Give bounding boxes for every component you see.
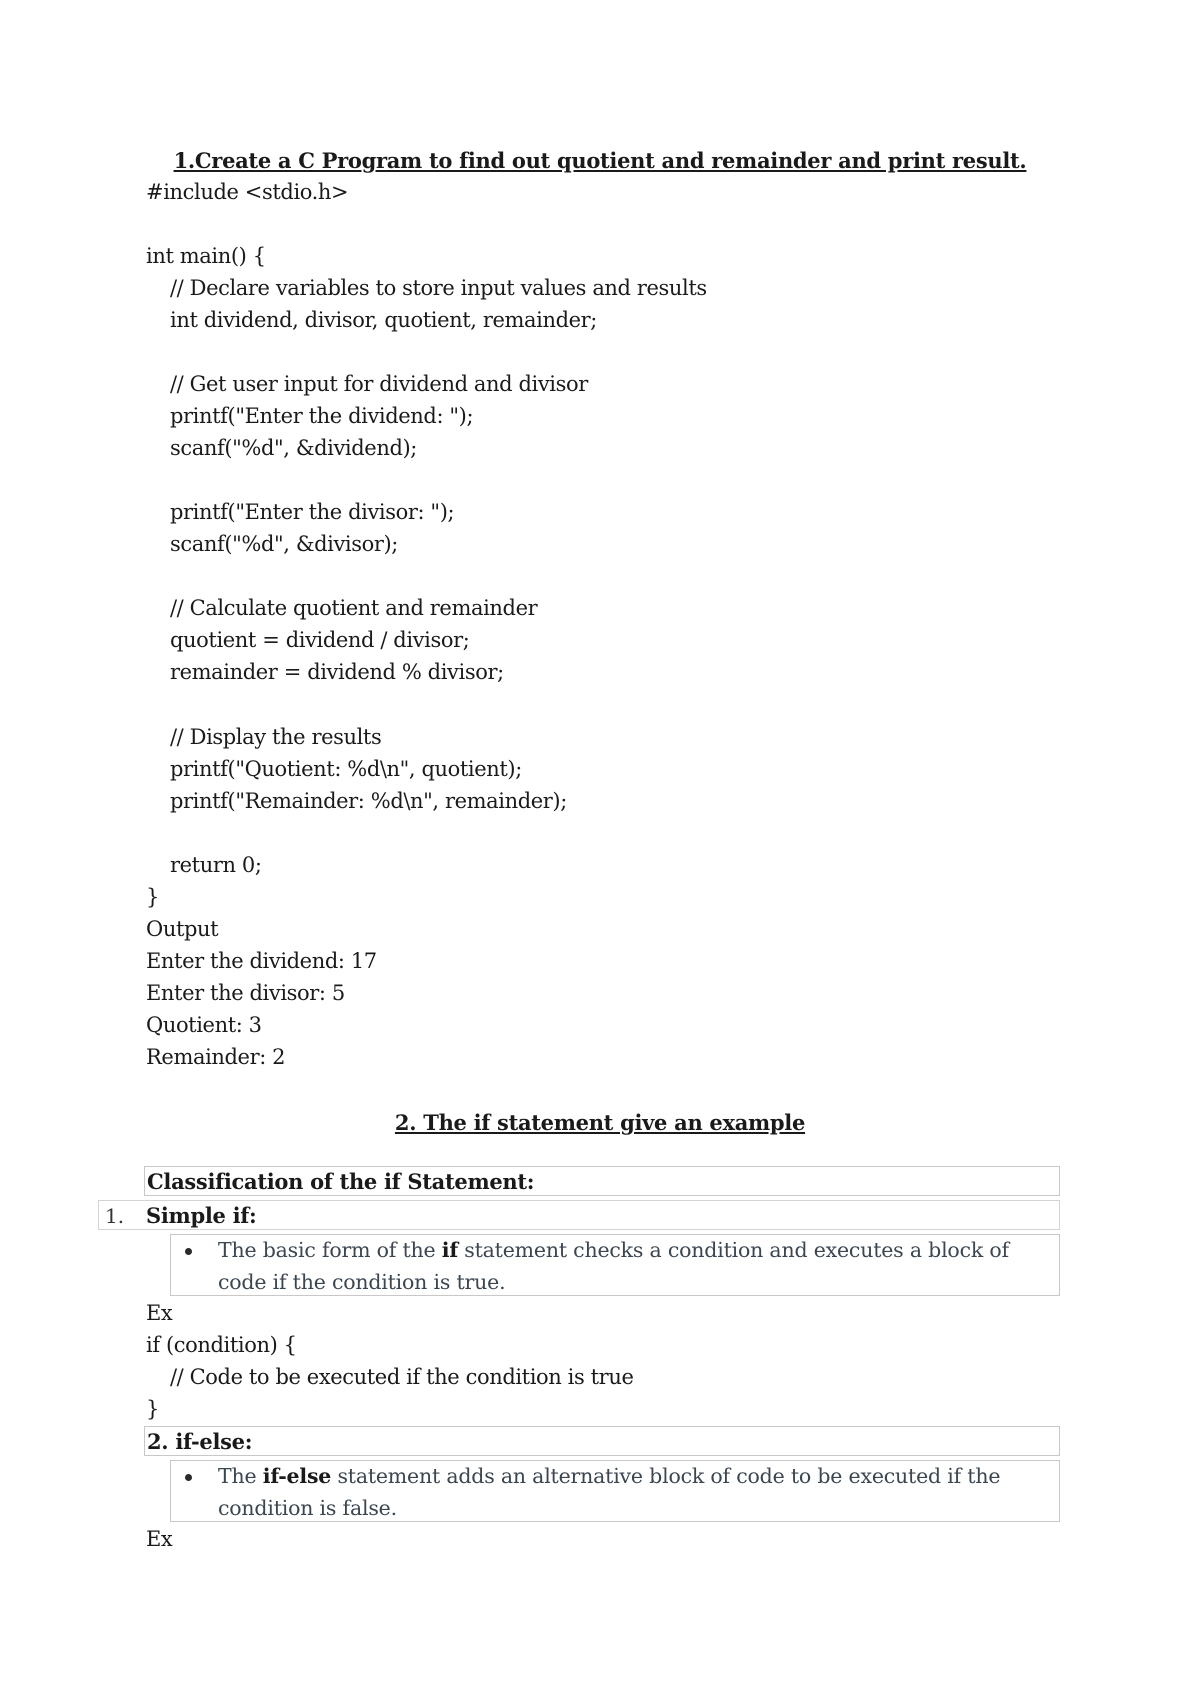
code-line: } [146,885,159,909]
code-line: // Display the results [170,725,382,749]
simple-if-heading-box [98,1200,1060,1230]
code-line: // Get user input for dividend and divisor [170,372,588,396]
code-line: quotient = dividend / divisor; [170,628,470,652]
section2-title: 2. The if statement give an example [394,1110,806,1135]
example-code-line: } [146,1397,159,1421]
if-else-label: 2. if-else: [147,1429,253,1454]
simple-if-description: The basic form of the if statement checks a condition and executes a block of code if the condition is true. [218,1238,1009,1294]
code-line: printf("Enter the divisor: "); [170,500,455,524]
if-else-heading-box [144,1426,1060,1456]
output-label: Output [146,917,219,941]
output-line: Enter the dividend: 17 [146,949,377,973]
code-line: scanf("%d", &dividend); [170,436,417,460]
classification-heading: Classification of the if Statement: [147,1169,535,1194]
output-line: Quotient: 3 [146,1013,262,1037]
output-line: Remainder: 2 [146,1045,286,1069]
code-line: // Calculate quotient and remainder [170,596,538,620]
code-line: int dividend, divisor, quotient, remainder; [170,308,597,332]
if-else-bullet-box [170,1460,1060,1522]
code-line: printf("Remainder: %d\n", remainder); [170,789,567,813]
simple-if-bullet-box [170,1234,1060,1296]
classification-heading-box [144,1166,1060,1196]
code-line: printf("Quotient: %d\n", quotient); [170,757,522,781]
bullet-icon [185,1248,192,1255]
code-line: scanf("%d", &divisor); [170,532,398,556]
section1-title: 1.Create a C Program to find out quotient and remainder and print result. [173,148,1027,173]
example-code-line: if (condition) { [146,1333,297,1357]
list-number: 1. [105,1204,125,1228]
code-line: return 0; [170,853,262,877]
output-line: Enter the divisor: 5 [146,981,345,1005]
if-else-description: The if-else statement adds an alternative block of code to be executed if the condition is false. [218,1464,1001,1520]
code-line: printf("Enter the dividend: "); [170,404,474,428]
example-code-line: // Code to be executed if the condition is true [170,1365,634,1389]
example-label: Ex [146,1527,173,1551]
code-line: remainder = dividend % divisor; [170,660,504,684]
simple-if-label: Simple if: [146,1203,257,1228]
example-label: Ex [146,1301,173,1325]
code-line: #include <stdio.h> [146,180,349,204]
bullet-icon [185,1474,192,1481]
code-line: int main() { [146,244,266,268]
code-line: // Declare variables to store input values and results [170,276,707,300]
